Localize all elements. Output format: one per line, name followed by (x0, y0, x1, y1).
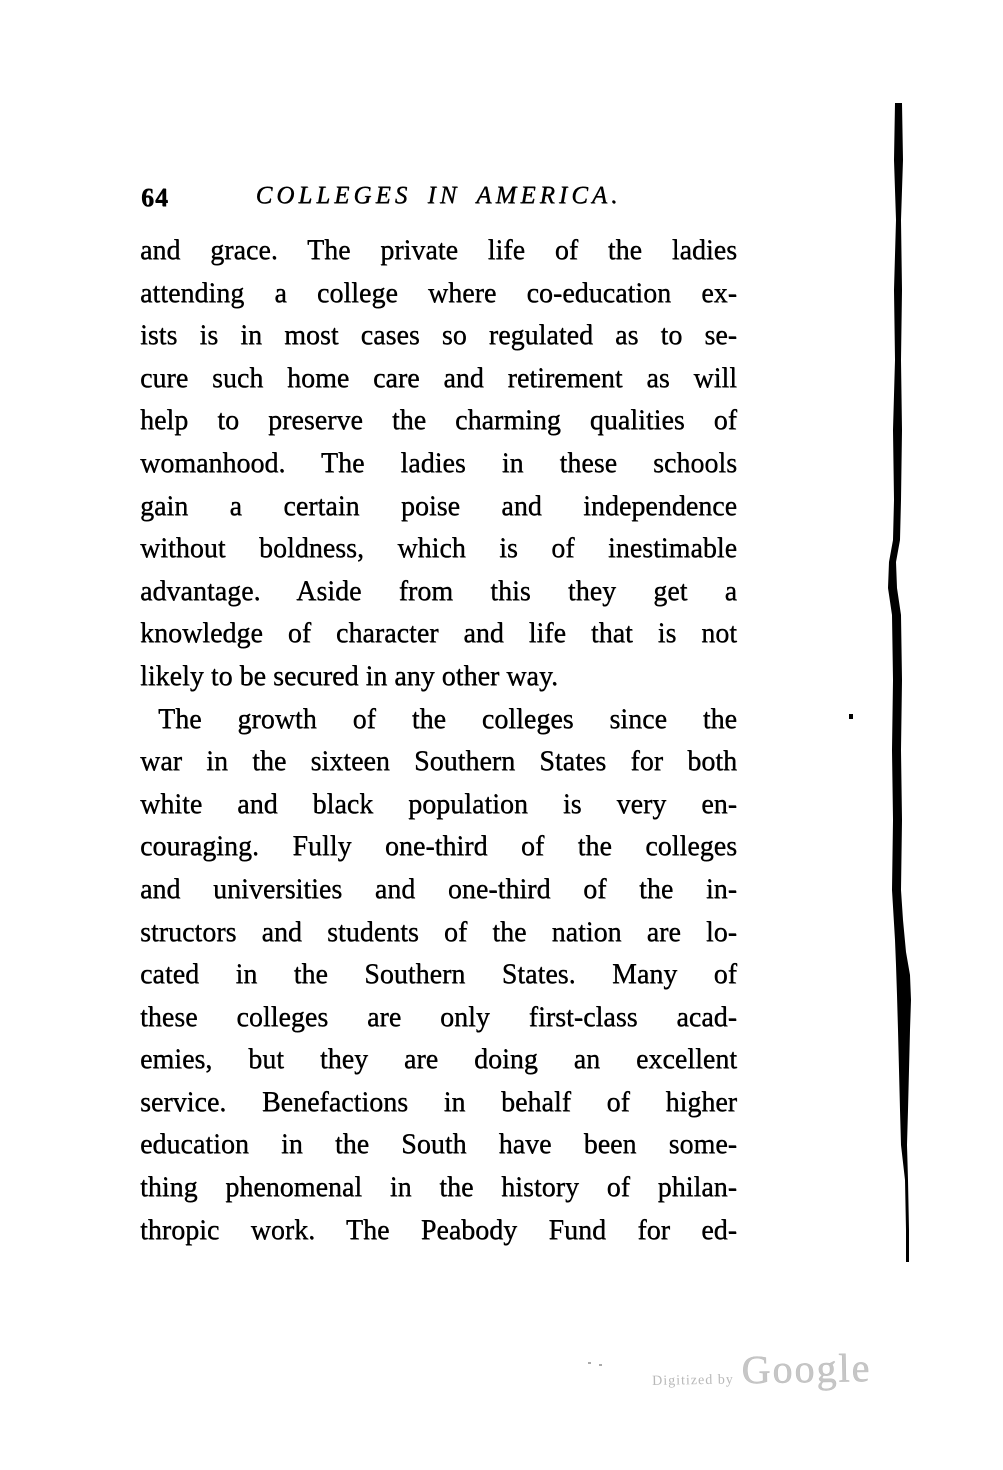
running-header-title: COLLEGES IN AMERICA. (255, 182, 622, 209)
text-line: ists is in most cases so regulated as to se- (140, 320, 737, 352)
text-line: thing phenomenal in the history of philan- (140, 1172, 737, 1204)
text-line: help to preserve the charming qualities of (140, 405, 737, 437)
text-line: war in the sixteen Southern States for both (140, 746, 737, 778)
text-line: cated in the Southern States. Many of (140, 959, 737, 991)
text-line: gain a certain poise and independence (140, 490, 737, 522)
digitized-watermark (652, 1344, 872, 1395)
text-line: education in the South have been some- (140, 1129, 737, 1161)
text-line: cure such home care and retirement as will (140, 362, 737, 394)
scan-speck (849, 714, 853, 719)
text-line: structors and students of the nation are lo- (140, 916, 737, 948)
text-line: thropic work. The Peabody Fund for ed- (140, 1214, 737, 1246)
page-number: 64 (141, 183, 169, 212)
text-line: The growth of the colleges since the (158, 703, 737, 735)
text-line: attending a college where co-education ex- (140, 277, 737, 309)
body-text (140, 230, 737, 1252)
text-line: and universities and one-third of the in- (140, 873, 737, 905)
text-line: service. Benefactions in behalf of higher (140, 1086, 737, 1118)
text-line: knowledge of character and life that is not (140, 618, 737, 650)
text-line: and grace. The private life of the ladies (140, 235, 737, 266)
text-line: these colleges are only first-class acad- (140, 1001, 737, 1033)
text-line: white and black population is very en- (140, 788, 737, 820)
text-line: advantage. Aside from this they get a (140, 575, 737, 607)
text-line: without boldness, which is of inestimable (140, 533, 737, 565)
text-line: couraging. Fully one-third of the colleges (140, 831, 737, 863)
watermark-brand: Google (741, 1345, 872, 1393)
watermark-prefix: Digitized by (652, 1372, 734, 1389)
text-line: emies, but they are doing an excellent (140, 1044, 737, 1076)
text-line: womanhood. The ladies in these schools (140, 447, 737, 479)
text-line: likely to be secured in any other way. (140, 660, 559, 692)
